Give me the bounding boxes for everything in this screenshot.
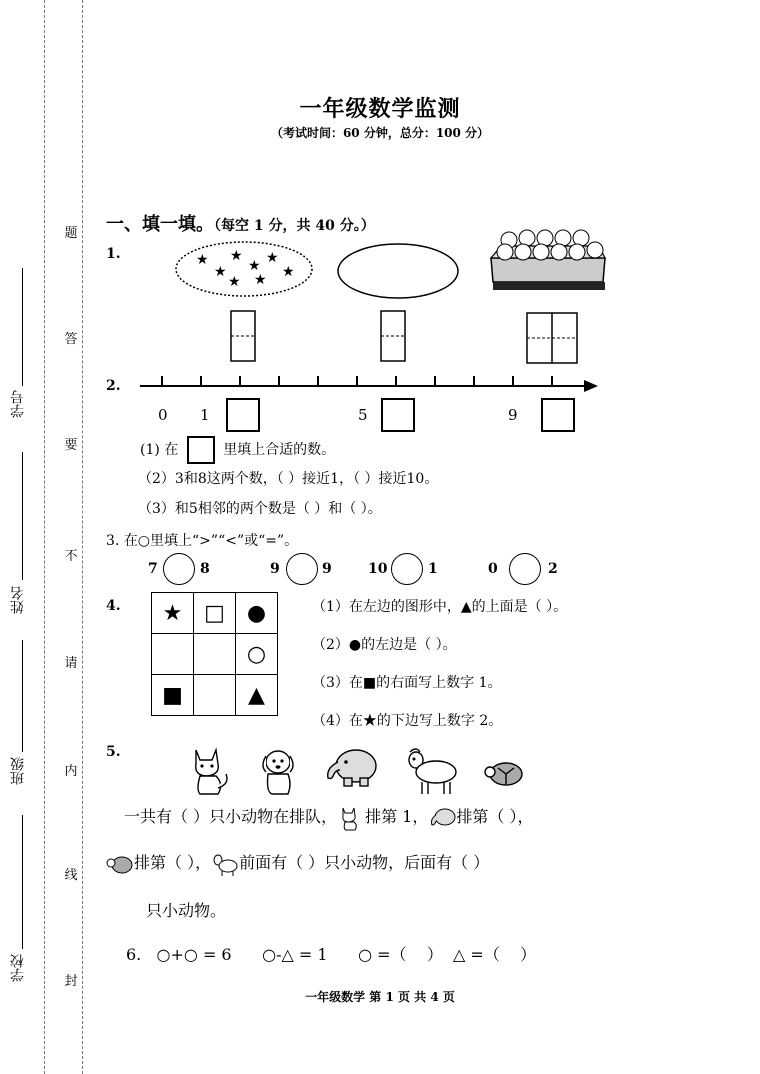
- q5-line2-part1: 排第（ ），: [134, 853, 212, 872]
- label-name: 姓名: [10, 586, 26, 614]
- label-class: 班级: [10, 757, 26, 785]
- q5-line-1: [124, 804, 533, 831]
- goat-icon: [402, 744, 462, 796]
- q4-item-4: （4）在★的下边写上数字 2。: [312, 713, 503, 729]
- q3-compare-circle-1[interactable]: [163, 553, 195, 585]
- small-goat-icon: [211, 851, 239, 877]
- q5-line2-part2: 前面有（ ）只小动物，后面有（ ）: [239, 853, 490, 872]
- q2-sub1-suffix: 里填上合适的数。: [223, 442, 336, 458]
- q5-number: 5.: [106, 744, 121, 760]
- q3-pair-2-right: 9: [322, 561, 332, 577]
- q2-sub2: （2）3和8这两个数，（ ）接近1，（ ）接近10。: [138, 471, 439, 487]
- cat-icon: [186, 744, 232, 796]
- svg-text:★: ★: [228, 274, 241, 290]
- small-turtle-icon: [106, 851, 134, 877]
- grid-cell-empty[interactable]: [194, 634, 236, 675]
- q1-star-ellipse-figure: [174, 240, 314, 298]
- grid-cell-circle-outline: ○: [236, 634, 278, 675]
- q5-line-3: 只小动物。: [146, 901, 227, 920]
- seal-char-1: 题: [64, 226, 78, 241]
- q4-number: 4.: [106, 598, 121, 614]
- q1-answer-box-3[interactable]: [526, 312, 578, 364]
- q3-pair-4-right: 2: [548, 561, 558, 577]
- svg-text:★: ★: [248, 258, 261, 274]
- tick-label-5: 5: [358, 406, 368, 424]
- seal-char-3: 要: [64, 438, 78, 453]
- blank-school: [22, 815, 23, 949]
- seal-char-5: 请: [64, 656, 78, 671]
- page-title: 一年级数学监测: [299, 97, 461, 122]
- seal-char-4: 不: [64, 549, 78, 564]
- grid-cell-empty[interactable]: [152, 634, 194, 675]
- q2-answer-box-2[interactable]: [381, 398, 415, 432]
- q3-pair-1-left: 7: [148, 561, 158, 577]
- q3-pair-2-left: 9: [270, 561, 280, 577]
- svg-text:★: ★: [282, 264, 295, 280]
- q3-pair-4-left: 0: [488, 561, 498, 577]
- q2-sub1: [140, 436, 335, 464]
- q4-item-1: （1）在左边的图形中，▲的上面是（ ）。: [312, 599, 568, 615]
- q5-line-2: [106, 850, 489, 877]
- q4-item-2: （2）●的左边是（ ）。: [312, 637, 457, 653]
- svg-text:★: ★: [254, 272, 267, 288]
- q2-number: 2.: [106, 378, 121, 394]
- q4-shape-grid: [151, 592, 278, 716]
- seal-char-7: 线: [64, 868, 78, 883]
- q3-compare-circle-4[interactable]: [509, 553, 541, 585]
- page-footer: 一年级数学 第 1 页 共 4 页: [305, 990, 455, 1004]
- elephant-icon: [322, 744, 380, 790]
- label-school: 学校: [10, 954, 26, 982]
- q3-instruction: [106, 530, 298, 550]
- section-heading: [106, 210, 375, 236]
- svg-text:★: ★: [266, 250, 279, 266]
- grid-cell-circle-filled: ●: [236, 593, 278, 634]
- blank-name: [22, 452, 23, 580]
- q1-answer-box-1[interactable]: [230, 310, 256, 362]
- grid-cell-empty[interactable]: [194, 675, 236, 716]
- q3-pair-3-left: 10: [368, 561, 388, 577]
- small-elephant-icon: [428, 805, 456, 831]
- q1-number: 1.: [106, 246, 121, 262]
- section-note: （每空 1 分，共 40 分。）: [214, 218, 375, 234]
- tick-label-1: 1: [200, 406, 210, 424]
- blank-class: [22, 640, 23, 752]
- margin-line-left: [44, 0, 45, 1074]
- q3-text: 在○里填上“>”“<”或“=”。: [123, 533, 299, 549]
- q3-compare-circle-2[interactable]: [286, 553, 318, 585]
- q3-pair-3-right: 1: [428, 561, 438, 577]
- q2-number-line: [138, 372, 600, 396]
- q2-answer-box-3[interactable]: [541, 398, 575, 432]
- margin-line-right: [82, 0, 83, 1074]
- q1-empty-ellipse-figure: [336, 242, 460, 300]
- blank-student-id: [22, 268, 23, 386]
- q5-line1-part3: 排第（ ），: [456, 807, 534, 826]
- q2-sub1-prefix: (1) 在: [140, 442, 179, 458]
- small-cat-icon: [337, 805, 365, 831]
- q1-answer-box-2[interactable]: [380, 310, 406, 362]
- q2-answer-box-1[interactable]: [226, 398, 260, 432]
- q5-line1-part2: 排第 1，: [365, 807, 429, 826]
- grid-cell-square-outline: □: [194, 593, 236, 634]
- q4-item-3: （3）在■的右面写上数字 1。: [312, 675, 502, 691]
- q2-sub1-box-icon: [187, 436, 215, 464]
- grid-cell-square-filled: ■: [152, 675, 194, 716]
- svg-text:★: ★: [230, 248, 243, 264]
- page-subtitle: （考试时间：60 分钟，总分：100 分）: [270, 126, 490, 140]
- q6-equations: 6. ○+○ = 6 ○-△ = 1 ○ =（ ） △ =（ ）: [126, 945, 537, 964]
- q3-compare-circle-3[interactable]: [391, 553, 423, 585]
- grid-cell-triangle-filled: ▲: [236, 675, 278, 716]
- label-student-id: 学号: [10, 390, 26, 418]
- tick-label-9: 9: [508, 406, 518, 424]
- q3-pair-1-right: 8: [200, 561, 210, 577]
- q3-number: 3.: [106, 533, 120, 549]
- q5-line1-part1: 一共有（ ）只小动物在排队，: [124, 807, 338, 826]
- svg-text:★: ★: [196, 252, 209, 268]
- section-title: 一、填一填。: [106, 214, 214, 235]
- q1-egg-tray-figure: [487, 218, 609, 294]
- seal-char-6: 内: [64, 764, 78, 779]
- dog-icon: [256, 744, 302, 796]
- grid-cell-star: ★: [152, 593, 194, 634]
- turtle-icon: [482, 756, 528, 788]
- svg-text:★: ★: [214, 264, 227, 280]
- seal-char-2: 答: [64, 332, 78, 347]
- q2-sub3: （3）和5相邻的两个数是（ ）和（ ）。: [138, 501, 382, 517]
- tick-label-0: 0: [158, 406, 168, 424]
- seal-char-8: 封: [64, 974, 78, 989]
